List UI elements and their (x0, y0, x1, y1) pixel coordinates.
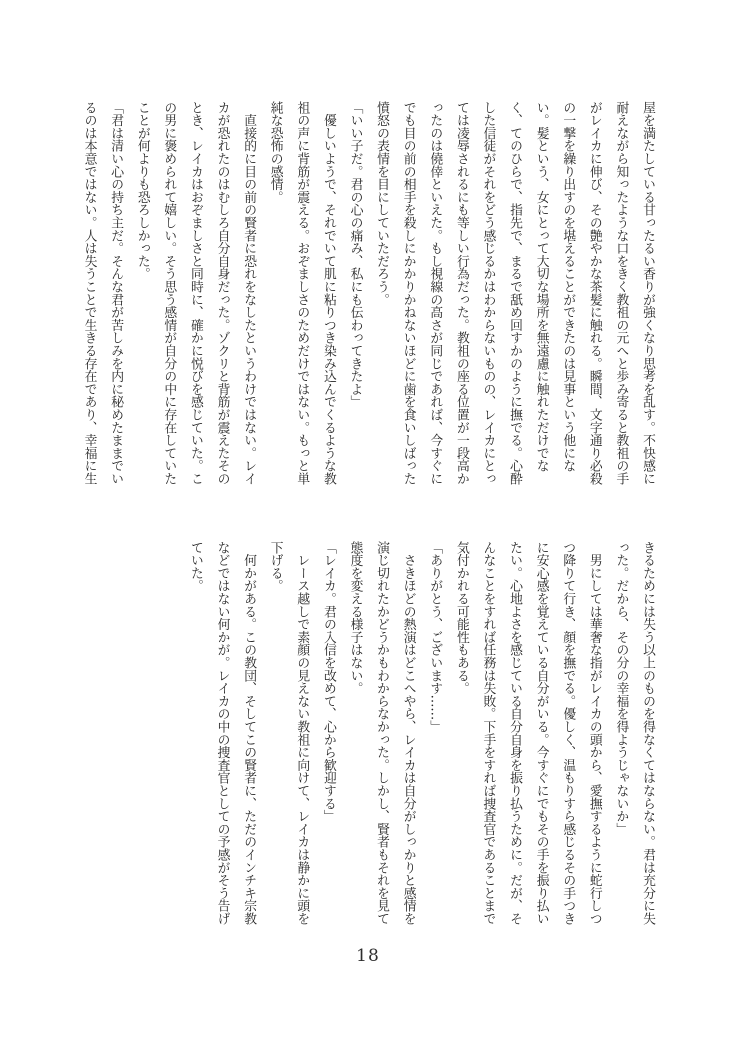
text-column: 「いい子だ。君の心の痛み、私にも伝わってきたよ」 (347, 101, 363, 409)
text-column: 耐えながら知ったような口をきく教祖の元へと歩み寄ると教祖の手 (613, 101, 629, 485)
text-column: カが恐れたのはむしろ自分自身だった。ゾクリと背筋が震えたその (214, 101, 230, 485)
text-column: ていた。 (187, 541, 203, 593)
text-column: の一撃を繰り出すのを堪えることができたのは見事という他にな (560, 101, 576, 473)
text-column: 態度を変える様子はない。 (347, 541, 363, 695)
page-number: 18 (356, 946, 380, 966)
text-column: の男に褒められて嬉しい。そう思う感情が自分の中に存在していた (161, 101, 177, 485)
text-column: などではない何かが。レイカの中の捜査官としての予感がそう告げ (214, 541, 230, 925)
text-column: レース越しで素顔の見えない教祖に向けて、レイカは静かに頭を (294, 541, 310, 925)
text-column: 何かがある。この教団、そしてこの賢者に、ただのインチキ宗教 (241, 541, 257, 925)
text-column: ったのは僥倖といえた。もし視線の高さが同じであれば、今すぐに (427, 101, 443, 485)
text-column: い。髪という、女にとって大切な場所を無遠慮に触れただけでな (533, 101, 549, 473)
text-column: とき、レイカはおぞましさと同時に、確かに悦びを感じていた。こ (187, 101, 203, 485)
text-column: に安心感を覚えている自分がいる。今すぐにでもその手を振り払い (533, 541, 549, 925)
bottom-text-block (181, 541, 660, 933)
text-column: がレイカに伸び、その艶やかな茶髪に触れる。瞬間、文字通り必殺 (586, 101, 602, 485)
top-text-block (75, 101, 660, 493)
text-column: 男にしては華奢な指がレイカの頭から、愛撫するように蛇行しつ (586, 541, 602, 925)
text-column: 「君は清い心の持ち主だ。そんな君が苦しみを内に秘めたままでい (108, 101, 124, 485)
text-column: 純な恐怖の感情。 (267, 101, 283, 204)
text-column: った。だから、その分の幸福を得ようじゃないか」 (613, 541, 629, 836)
text-column: るのは本意ではない。人は失うことで生きる存在であり、幸福に生 (81, 101, 97, 485)
text-column: 祖の声に背筋が震える。おぞましさのためだけではない。もっと単 (294, 101, 310, 485)
text-column: さきほどの熱演はどこへやら、レイカは自分がしっかりと感情を (400, 541, 416, 925)
text-column: つ降りて行き、顔を撫でる。優しく、温もりすら感じるその手つき (560, 541, 576, 925)
text-column: 憤怒の表情を目にしていただろう。 (374, 101, 390, 306)
text-column: ことが何よりも恐ろしかった。 (134, 101, 150, 281)
text-column: 演じ切れたかどうかもわからなかった。しかし、賢者もそれを見て (374, 541, 390, 925)
text-column: した信徒がそれをどう感じるかはわからないものの、レイカにとっ (480, 101, 496, 485)
text-column: 「ありがとう、ございます……」 (427, 541, 443, 733)
text-column: 気付かれる可能性もある。 (453, 541, 469, 695)
text-column: たい。心地よさを感じている自分自身を振り払うために。だが、そ (507, 541, 523, 925)
text-column: んなことをすれば任務は失敗。下手をすれば捜査官であることまで (480, 541, 496, 925)
text-column: 屋を満たしている甘ったるい香りが強くなり思考を乱す。不快感に (640, 101, 655, 485)
text-column: ては凌辱されるにも等しい行為だった。教祖の座る位置が一段高か (453, 101, 469, 485)
text-column: 下げる。 (267, 541, 283, 593)
text-column: 優しいようで、それでいて肌に粘りつき染み込んでくるような教 (320, 101, 336, 485)
text-column: 直接的に目の前の賢者に恐れをなしたというわけではない。レイ (241, 101, 257, 485)
text-column: でも目の前の相手を殺しにかかりかねないほどに歯を食いしばった (400, 101, 416, 485)
text-column: く、てのひらで、指先で、まるで舐め回すかのように撫でる。心酔 (507, 101, 523, 485)
text-column: きるためには失う以上のものを得なくてはならない。君は充分に失 (640, 541, 655, 925)
text-column: 「レイカ。君の入信を改めて、心から歓迎する」 (320, 541, 336, 823)
